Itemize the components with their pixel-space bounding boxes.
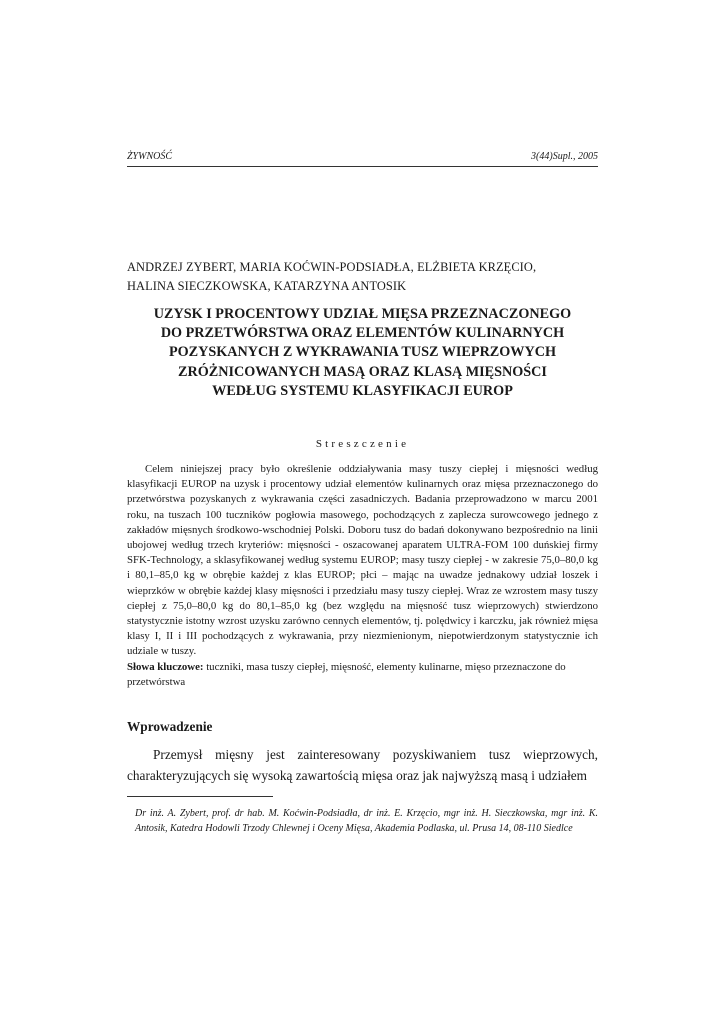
keywords-text: tuczniki, masa tuszy ciepłej, mięsność, elementy kulinarne, mięso przeznaczone do przetwórstwa	[127, 661, 566, 689]
keywords-label: Słowa kluczowe:	[127, 661, 204, 673]
journal-name: ŻYWNOŚĆ	[127, 151, 173, 162]
introduction-text: Przemysł mięsny jest zainteresowany pozyskiwaniem tusz wieprzowych, charakteryzujących się wysoką zawartością mięsa oraz jak najwyższą masą i udziałem	[127, 747, 598, 783]
title-line: POZYSKANYCH Z WYKRAWANIA TUSZ WIEPRZOWYCH	[168, 344, 557, 361]
author-affiliation-footnote: Dr inż. A. Zybert, prof. dr hab. M. Koćwin-Podsiadła, dr inż. E. Krzęcio, mgr inż. H. Sieczkowska, mgr inż. K. Antosik, Katedra Hodowli Trzody Chlewnej i Oceny Mięsa, Akademia Podlaska, ul. Prusa 14, 08-110 Siedlce	[135, 808, 598, 835]
author-line: HALINA SIECZKOWSKA, KATARZYNA ANTOSIK	[127, 279, 407, 293]
issue-info: 3(44)Supl., 2005	[531, 151, 598, 162]
abstract-text: Celem niniejszej pracy było określenie oddziaływania masy tuszy ciepłej i mięsności według klasyfikacji EUROP na uzysk i procentowy udział elementów kulinarnych oraz mięsa przeznaczonego do przetwórstwa pozyskanych z wykrawania części zasadniczych. Badania przeprowadzono w marcu 2001 roku, na tuszach 100 tuczników pogłowia masowego, pochodzących z zaplecza surowcowego jednego z zakładów mięsnych środkowo-wschodniej Polski. Doboru tusz do badań dokonywano bezpośrednio na linii ubojowej według trzech kryteriów: mięsności - oszacowanej aparatem ULTRA-FOM 100 duńskiej firmy SFK-Technology, a sklasyfikowanej według systemu EUROP; masy tuszy ciepłej - w zakresie 75,0–80,0 kg i 80,1–85,0 kg w obrębie każdej z klas EUROP; płci – mając na uwadze jednakowy udział loszek i wieprzków w obrębie każdej klasy mięsności i przedziału masy tuszy ciepłej. Wraz ze wzrostem masy tuszy ciepłej z 75,0–80,0 kg do 80,1–85,0 kg (bez względu na mięsność tusz wieprzowych) stwierdzono statystycznie istotny wzrost uzysku zarówno cennych elementów, tj. polędwicy i karczku, jak również mięsa klasy I, II i III pochodzących z wykrawania, przy niezmienionym, niepotwierdzonym statystycznie ich udziale w tuszy.	[127, 463, 598, 658]
footnote-rule	[127, 796, 273, 797]
section-heading-introduction: Wprowadzenie	[127, 719, 213, 734]
title-line: UZYSK I PROCENTOWY UDZIAŁ MIĘSA PRZEZNACZONEGO	[153, 306, 572, 322]
abstract-heading: Streszczenie	[315, 438, 410, 450]
header-rule	[127, 166, 598, 167]
running-header	[127, 151, 598, 162]
title-line: DO PRZETWÓRSTWA ORAZ ELEMENTÓW KULINARNYCH	[160, 325, 565, 342]
keywords	[127, 660, 598, 690]
author-list	[127, 258, 598, 296]
author-line: ANDRZEJ ZYBERT, MARIA KOĆWIN-PODSIADŁA, ELŻBIETA KRZĘCIO,	[127, 260, 537, 274]
paper-title	[127, 305, 598, 401]
title-line: WEDŁUG SYSTEMU KLASYFIKACJI EUROP	[212, 382, 513, 399]
title-line: ZRÓŻNICOWANYCH MASĄ ORAZ KLASĄ MIĘSNOŚCI	[178, 363, 547, 380]
